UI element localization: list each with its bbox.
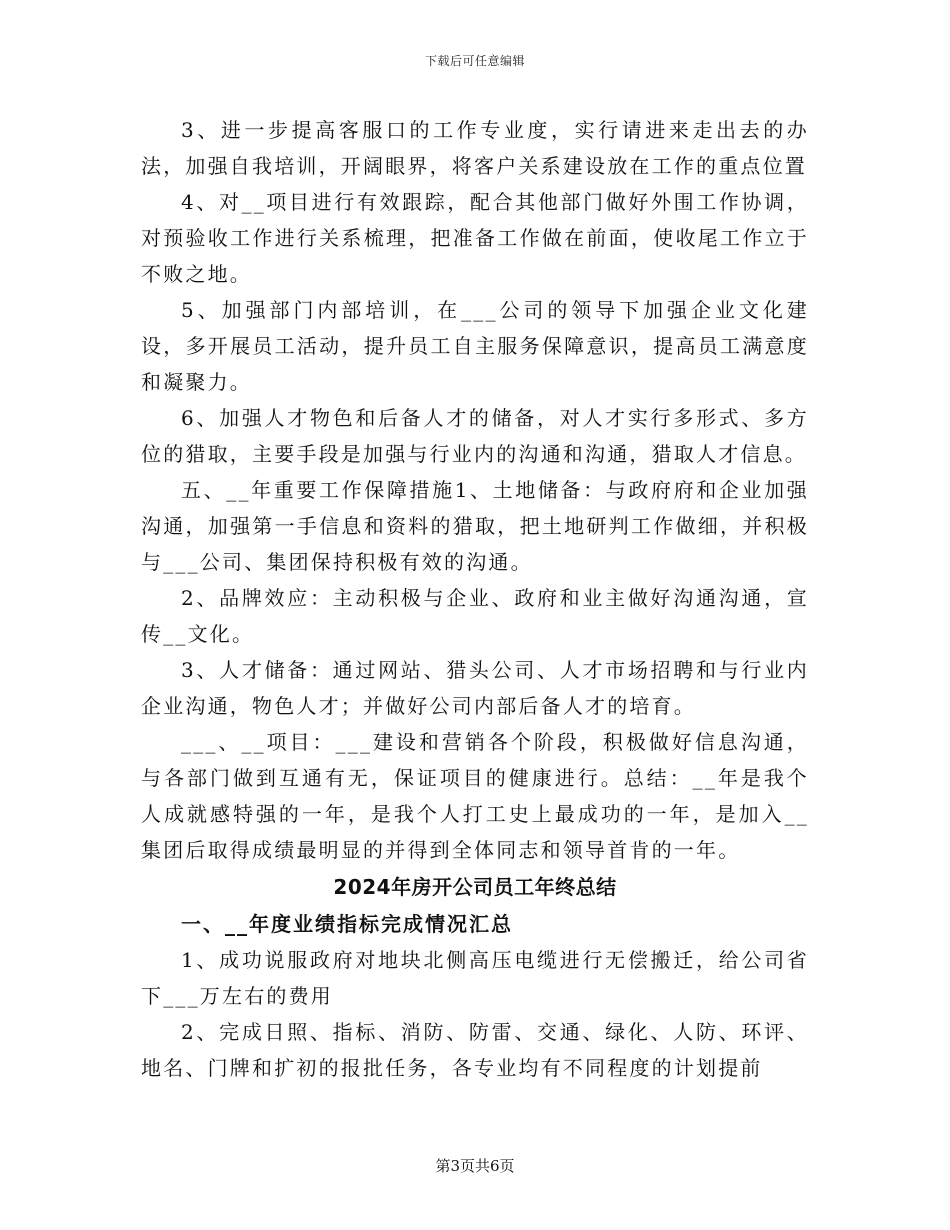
document-body: [141, 112, 809, 1086]
paragraph-item-4: 4、对__项目进行有效跟踪，配合其他部门做好外围工作协调，对预验收工作进行关系梳理，把准备工作做在前面，使收尾工作立于不败之地。: [141, 190, 809, 286]
paragraph-achievement-2: 2、完成日照、指标、消防、防雷、交通、绿化、人防、环评、地名、门牌和扩初的报批任务，各专业均有不同程度的计划提前: [141, 1020, 809, 1080]
paragraph-item-6: 6、加强人才物色和后备人才的储备，对人才实行多形式、多方位的猎取，主要手段是加强与行业内的沟通和沟通，猎取人才信息。: [141, 406, 809, 466]
paragraph-talent-reserve: 3、人才储备：通过网站、猎头公司、人才市场招聘和与行业内企业沟通，物色人才；并做好公司内部后备人才的培育。: [141, 658, 809, 718]
paragraph-item-3: 3、进一步提高客服口的工作专业度，实行请进来走出去的办法，加强自我培训，开阔眼界，将客户关系建设放在工作的重点位置: [141, 118, 809, 178]
page-footer-number: 第3页共6页: [435, 1157, 515, 1175]
paragraph-achievement-1: 1、成功说服政府对地块北侧高压电缆进行无偿搬迁，给公司省下___万左右的费用: [141, 948, 809, 1008]
page-header-note: 下载后可任意编辑: [424, 54, 525, 68]
paragraph-item-5: 5、加强部门内部培训，在___公司的领导下加强企业文化建设，多开展员工活动，提升员工自主服务保障意识，提高员工满意度和凝聚力。: [141, 298, 809, 394]
paragraph-project-summary: ___、__项目：___建设和营销各个阶段，积极做好信息沟通，与各部门做到互通有无，保证项目的健康进行。总结：__年是我个人成就感特强的一年，是我个人打工史上最成功的一年，是加入__集团后取得成绩最明显的并得到全体同志和领导首肯的一年。: [141, 730, 809, 862]
document-title: 2024年房开公司员工年终总结: [333, 875, 617, 899]
paragraph-brand-effect: 2、品牌效应：主动积极与企业、政府和业主做好沟通沟通，宣传__文化。: [141, 586, 809, 646]
paragraph-section-five: 五、__年重要工作保障措施1、土地储备：与政府府和企业加强沟通，加强第一手信息和资料的猎取，把土地研判工作做细，并积极与___公司、集团保持积极有效的沟通。: [141, 478, 809, 574]
section-heading: 一、__年度业绩指标完成情况汇总: [181, 912, 513, 936]
